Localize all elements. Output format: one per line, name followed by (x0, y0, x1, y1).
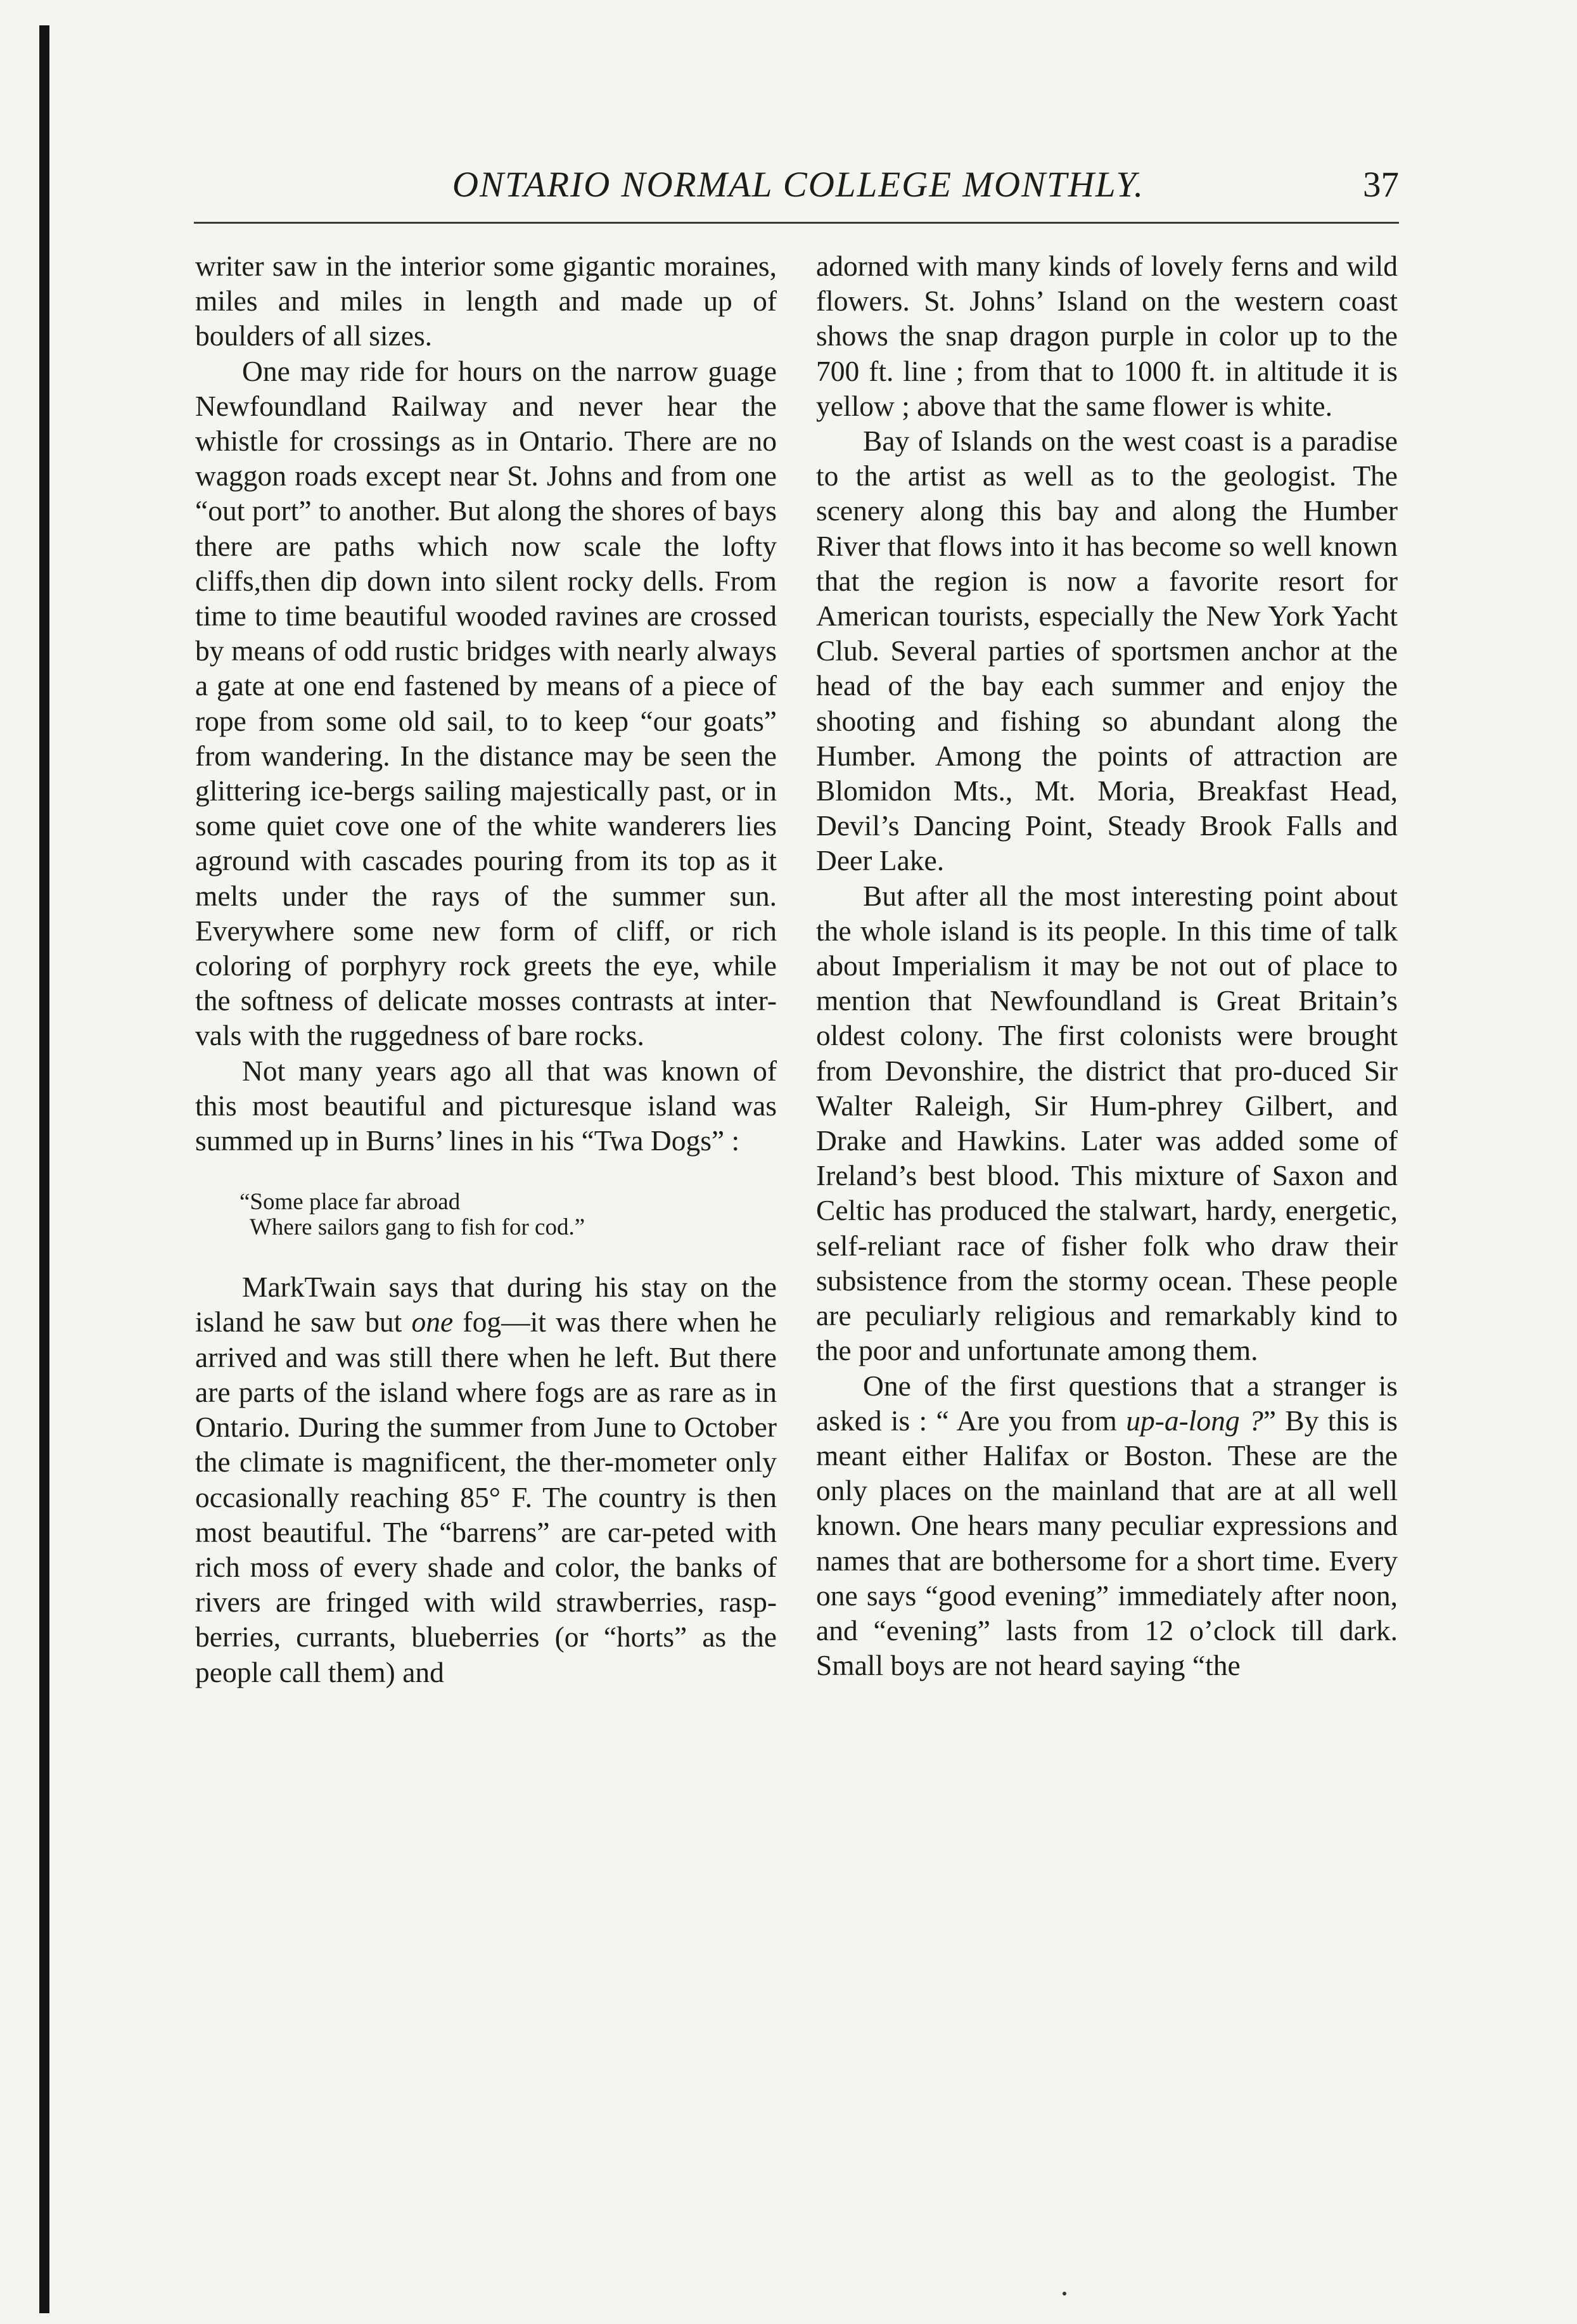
italic-word: one (411, 1306, 454, 1339)
paragraph: writer saw in the interior some gigantic moraines, miles and miles in length and made up of boulders of all sizes. (195, 250, 777, 352)
paragraph (816, 1368, 1398, 1683)
right-column (816, 248, 1398, 1683)
page-number: 37 (1363, 165, 1399, 205)
verse-quote (239, 1190, 777, 1240)
text-run: fog—it was there when he arrived and was still there when he left. But there are parts of the island where fogs are as rare as in Ontario. During the summer from June to October the climate is magnificent, the ther-mometer only occasionally reaching 85° F. The country is then most beautiful. The “barrens” are car-peted with rich moss of every shade and color, the banks of rivers are fringed with wild strawberries, rasp-berries, currants, blueberries (or “horts” as the people call them) and (195, 1306, 777, 1688)
paragraph (195, 1269, 777, 1689)
left-column (195, 248, 777, 1690)
text-run: One of the first questions that a stranger is asked is : “ Are you from (816, 1369, 1398, 1437)
print-speck (1063, 2292, 1066, 2295)
paragraph: But after all the most interesting point about the whole island is its people. In this time of talk about Imperialism it may be not out of place to mention that Newfoundland is Great Britain’s oldest colony. The first colonists were brought from Devonshire, the district that pro-duced Sir Walter Raleigh, Sir Hum-phrey Gilbert, and Drake and Hawkins. Later was added some of Ireland’s best blood. This mixture of Saxon and Celtic has produced the stalwart, hardy, energetic, self-reliant race of fisher folk who draw their subsistence from the stormy ocean. These people are peculiarly religious and remarkably kind to the poor and unfortunate among them. (816, 879, 1398, 1367)
running-header (194, 160, 1399, 210)
text-run: MarkTwain says that during his stay on the island he saw but (195, 1271, 777, 1339)
paragraph: Bay of Islands on the west coast is a paradise to the artist as well as to the geologist. The scenery along this bay and along the Humber River that flows into it has become so well known that the region is now a favorite resort for American tourists, especially the New York Yacht Club. Several parties of sportsmen anchor at the head of the bay each summer and enjoy the shooting and fishing so abundant along the Humber. Among the points of attraction are Blomidon Mts., Mt. Moria, Breakfast Head, Devil’s Dancing Point, Steady Brook Falls and Deer Lake. (816, 425, 1398, 877)
paragraph: Not many years ago all that was known of this most beautiful and picturesque island was summed up in Burns’ lines in his “Twa Dogs” : (195, 1054, 777, 1157)
text-run: ” By this is meant either Halifax or Boston. These are the only places on the mainland that are at all well known. One hears many peculiar expressions and names that are bothersome for a short time. Every one says “good evening” immediately after noon, and “evening” lasts from 12 o’clock till dark. Small boys are not heard saying “the (816, 1404, 1398, 1682)
verse-line: “Some place far abroad (239, 1189, 461, 1216)
binding-edge (39, 25, 49, 2313)
header-rule (194, 222, 1399, 224)
paragraph: adorned with many kinds of lovely ferns and wild flowers. St. Johns’ Island on the western coast shows the snap dragon purple in color up to the 700 ft. line ; from that to 1000 ft. in altitude it is yellow ; above that the same flower is white. (816, 250, 1398, 422)
paragraph: One may ride for hours on the narrow guage Newfoundland Railway and never hear the whistle for crossings as in Ontario. There are no waggon roads except near St. Johns and from one “out port” to another. But along the shores of bays there are paths which now scale the lofty cliffs,then dip down into silent rocky dells. From time to time beautiful wooded ravines are crossed by means of odd rustic bridges with nearly always a gate at one end fastened by means of a piece of rope from some old sail, to to keep “our goats” from wandering. In the distance may be seen the glittering ice-bergs sailing majestically past, or in some quiet cove one of the white wanderers lies aground with cascades pouring from its top as it melts under the rays of the summer sun. Everywhere some new form of cliff, or rich coloring of porphyry rock greets the eye, while the softness of delicate mosses contrasts at inter-vals with the ruggedness of bare rocks. (195, 354, 777, 1052)
verse-line: Where sailors gang to fish for cod.” (250, 1214, 585, 1241)
italic-phrase: up-a-long ? (1126, 1404, 1263, 1437)
journal-title: ONTARIO NORMAL COLLEGE MONTHLY. (452, 165, 1145, 205)
